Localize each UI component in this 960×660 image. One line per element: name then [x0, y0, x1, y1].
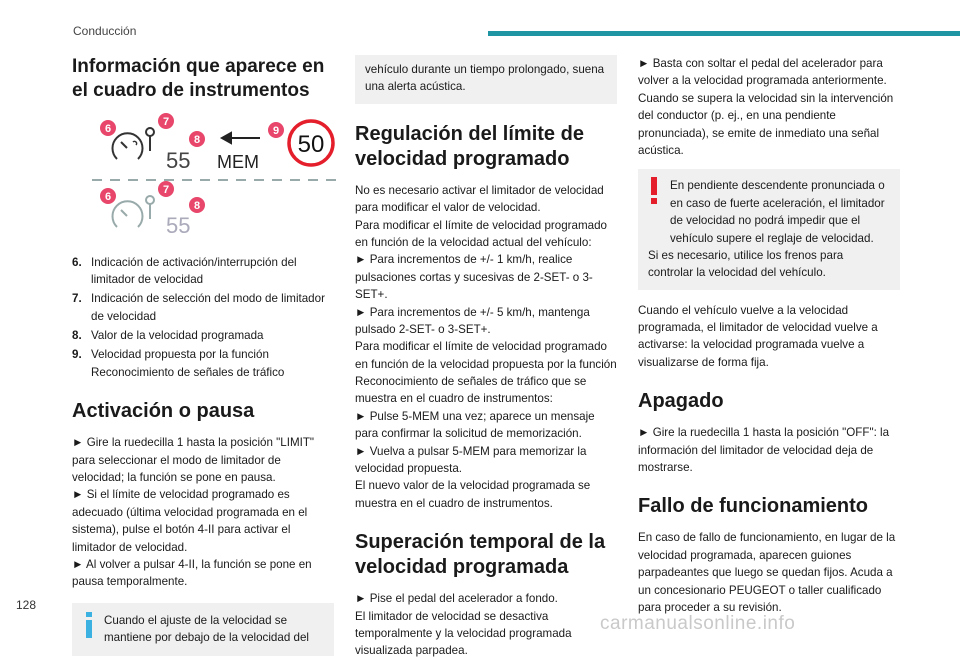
badge-8-bottom: [189, 197, 205, 213]
speed-value-bottom: 55: [166, 212, 191, 238]
svg-text:6: 6: [104, 190, 112, 203]
warning-icon: [648, 177, 670, 210]
section-title-instruments: Información que aparece en el cuadro de instrumentos: [72, 56, 325, 101]
regulation-line: ► Pulse 5-MEM una vez; aparece un mensaje para confirmar la solicitud de memorización.: [355, 409, 595, 441]
header-section-label: Conducción: [73, 24, 137, 38]
legend-item: 8. Valor de la velocidad programada: [72, 329, 264, 343]
warning-box: [638, 169, 900, 289]
speedometer-icon-top: [113, 133, 143, 159]
svg-text:7: 7: [162, 115, 170, 128]
svg-text:7: 7: [162, 183, 170, 196]
section-title-activation: Activación o pausa: [72, 400, 255, 423]
regulation-line: El nuevo valor de la velocidad programada se muestra en el cuadro de instrumentos.: [355, 479, 591, 510]
svg-text:50: 50: [297, 130, 325, 158]
activation-paragraph-1: ► Gire la ruedecilla 1 hasta la posición "LIMIT" para seleccionar el modo de limitador de velocidad; la función se pone en pausa.: [72, 436, 315, 485]
badge-7-bottom: [158, 181, 174, 197]
section-title-fault: Fallo de funcionamiento: [638, 495, 869, 518]
speedometer-icon-bottom: [113, 201, 143, 227]
overrun-line: ► Pise el pedal del acelerador a fondo.: [355, 592, 558, 606]
after-warning-text: Cuando el vehículo vuelve a la velocidad programada, el limitador de velocidad vuelve a activarse: la velocidad programada vuelve a visualizarse de forma fija.: [638, 303, 878, 369]
warning-text-2: Si es necesario, utilice los frenos para controlar la velocidad del vehículo.: [648, 248, 844, 280]
info-note-text: Cuando el ajuste de la velocidad se mantiene por debajo de la velocidad del: [104, 613, 309, 645]
limiter-mode-icon-top: [146, 128, 154, 151]
legend-item: 7. Indicación de selección del modo de limitador de velocidad: [72, 292, 325, 323]
section-title-regulation: Regulación del límite de velocidad programado: [355, 122, 584, 170]
column-1: [72, 55, 334, 656]
badge-7-top: [158, 113, 174, 129]
warning-text: En pendiente descendente pronunciada o en caso de fuerte aceleración, el limitador de velocidad no podrá impedir que el vehículo supere el reglaje de velocidad.: [670, 179, 885, 245]
text-line: ► Basta con soltar el pedal del acelerador para volver a la velocidad programada anteriormente.: [638, 57, 887, 88]
watermark: carmanualsonline.info: [600, 613, 796, 634]
speed-limit-sign: [289, 121, 333, 165]
limiter-mode-icon-bottom: [146, 196, 154, 219]
svg-text:6: 6: [104, 122, 112, 135]
speed-value-top: 55: [166, 147, 191, 173]
svg-text:8: 8: [193, 133, 201, 146]
info-icon: [82, 612, 104, 645]
svg-text:9: 9: [272, 124, 280, 137]
section-title-overrun: Superación temporal de la velocidad programada: [355, 531, 606, 579]
page-number: 128: [16, 598, 37, 612]
badge-9-top: [268, 122, 284, 138]
column-3: [638, 55, 900, 616]
badge-6-top: [100, 120, 116, 136]
badge-6-bottom: [100, 188, 116, 204]
legend-list: [72, 254, 334, 382]
badge-8-top: [189, 131, 205, 147]
legend-item: 6. Indicación de activación/interrupción del limitador de velocidad: [72, 255, 297, 286]
regulation-line: Para modificar el límite de velocidad programado en función de la velocidad propuesta por la función Reconocimiento de señales de tráfico que se muestra en el cuadro de instrumentos:: [355, 340, 617, 406]
regulation-line: ► Para incrementos de +/- 1 km/h, realice pulsaciones cortas y sucesivas de 2-SET- o 3-SET+.: [355, 253, 593, 302]
activation-paragraph-2: ► Si el límite de velocidad programado es adecuado (última velocidad programada en el sistema), pulse el botón 4-II para activar el limitador de velocidad.: [72, 488, 308, 554]
regulation-line: Para modificar el límite de velocidad programado en función de la velocidad actual del vehículo:: [355, 218, 607, 249]
header-accent-bar: [488, 31, 960, 36]
instrument-cluster-diagram: [86, 115, 336, 238]
column-2: [355, 55, 617, 660]
section-title-off: Apagado: [638, 390, 724, 413]
overrun-line: El limitador de velocidad se desactiva temporalmente y la velocidad programada visualizada parpadea.: [355, 609, 572, 658]
text-line: Cuando se supera la velocidad sin la intervención del conductor (p. ej., en una pendiente pronunciada), se emite de inmediato una señal acústica.: [638, 91, 894, 157]
regulation-line: ► Vuelva a pulsar 5-MEM para memorizar la velocidad propuesta.: [355, 444, 587, 476]
info-note-box: [72, 603, 334, 656]
mem-label: MEM: [217, 151, 259, 172]
legend-item: 9. Velocidad propuesta por la función Reconocimiento de señales de tráfico: [72, 348, 285, 379]
regulation-line: ► Para incrementos de +/- 5 km/h, mantenga pulsado 2-SET- o 3-SET+.: [355, 305, 590, 336]
off-text: ► Gire la ruedecilla 1 hasta la posición "OFF": la información del limitador de velocidad deja de mostrarse.: [638, 426, 890, 475]
regulation-line: No es necesario activar el limitador de velocidad para modificar el valor de velocidad.: [355, 183, 604, 215]
svg-text:8: 8: [193, 199, 201, 212]
arrow-icon: [222, 133, 260, 143]
info-note-continued: vehículo durante un tiempo prolongado, suena una alerta acústica.: [355, 55, 617, 104]
fault-text: En caso de fallo de funcionamiento, en lugar de la velocidad programada, aparecen guiones parpadeantes que luego se quedan fijos. Acuda a un concesionario PEUGEOT o taller cualificado para proceder a su revisión.: [638, 531, 896, 614]
activation-paragraph-3: ► Al volver a pulsar 4-II, la función se pone en pausa temporalmente.: [72, 557, 312, 589]
